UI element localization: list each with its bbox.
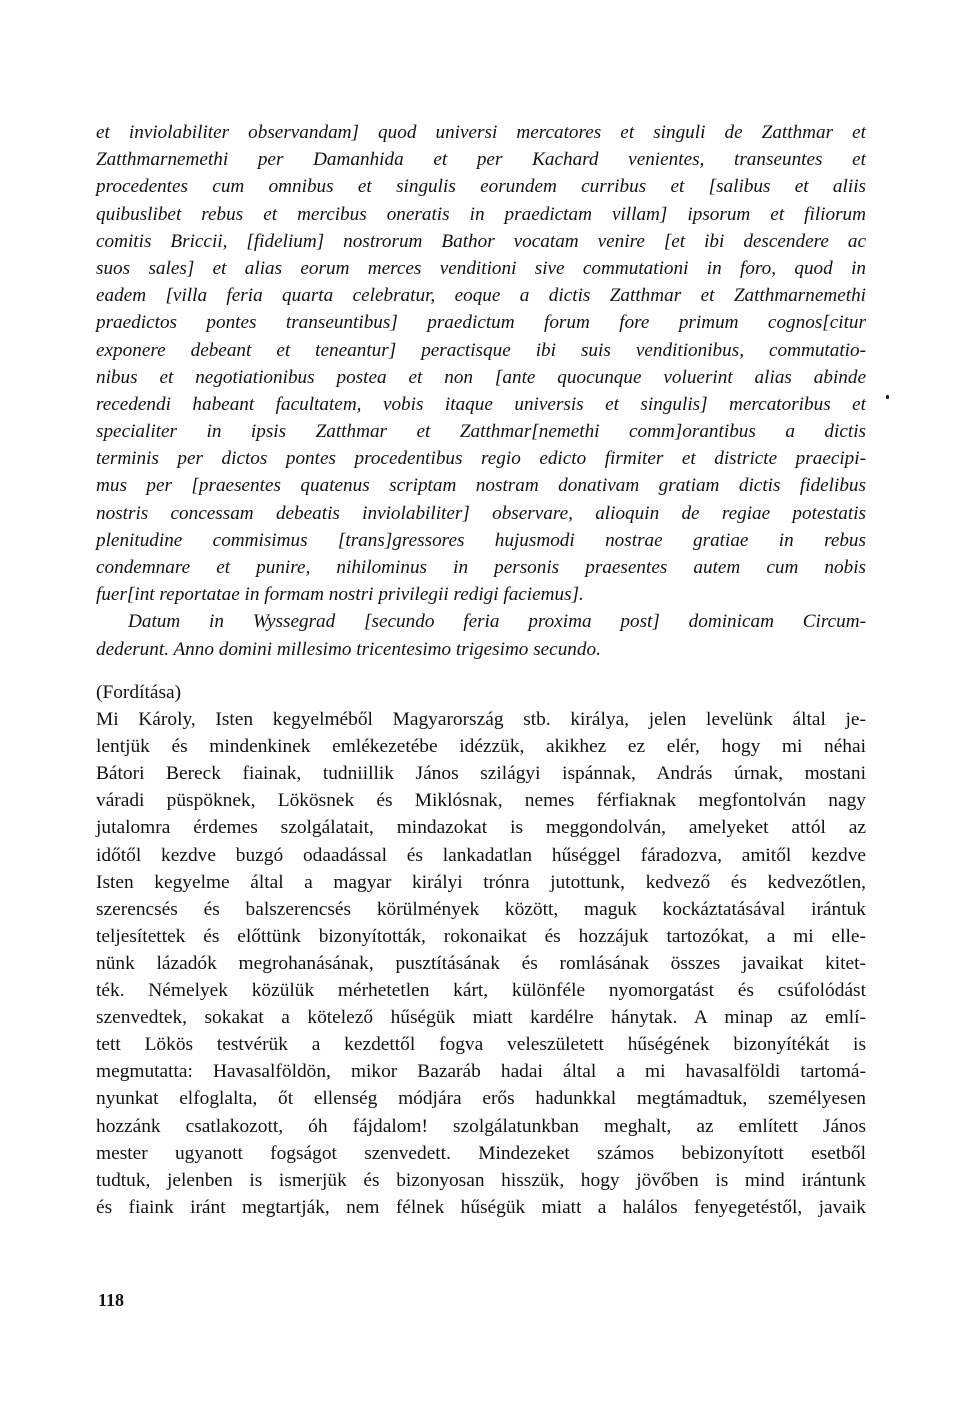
- translation-heading: (Fordítása): [96, 682, 182, 703]
- translation-line: megmutatta: Havasalföldön, mikor Bazaráb hadai által a mi havasalföldi tartomá-: [96, 1061, 866, 1083]
- latin-line: quibuslibet rebus et mercibus oneratis in praedictam villam] ipsorum et filiorum: [96, 203, 866, 225]
- translation-line: váradi püspöknek, Lökösnek és Miklósnak, nemes férfiaknak megfontolván nagy: [96, 790, 866, 812]
- latin-line: praedictos pontes transeuntibus] praedictum forum fore primum cognos[citur: [96, 312, 866, 334]
- latin-dating-line: Datum in Wyssegrad [secundo feria proxima post] dominicam Circum-: [128, 611, 866, 633]
- latin-line: mus per [praesentes quatenus scriptam nostram donativam gratiam dictis fidelibus: [96, 475, 866, 497]
- latin-line: recedendi habeant facultatem, vobis itaque universis et singulis] mercatoribus et: [96, 393, 866, 415]
- latin-line: comitis Briccii, [fidelium] nostrorum Bathor vocatam venire [et ibi descendere ac: [96, 230, 866, 252]
- translation-line: hozzánk csatlakozott, óh fájdalom! szolgálatunkban meghalt, az említett János: [96, 1115, 866, 1137]
- translation-line: tudtuk, jelenben is ismerjük és bizonyosan hisszük, hogy jövőben is mind irántunk: [96, 1169, 866, 1191]
- translation-line: Isten kegyelme által a magyar királyi trónra jutottunk, kedvező és kedvezőtlen,: [96, 871, 866, 893]
- translation-line: jutalomra érdemes szolgálatait, mindazokat is meggondolván, amelyeket attól az: [96, 817, 866, 839]
- translation-line: mester ugyanott fogságot szenvedett. Mindezeket számos bebizonyított esetből: [96, 1142, 866, 1164]
- latin-line: procedentes cum omnibus et singulis eorundem curribus et [salibus et aliis: [96, 176, 866, 198]
- latin-dating-line: dederunt. Anno domini millesimo tricentesimo trigesimo secundo.: [96, 638, 601, 660]
- translation-line: lentjük és mindenkinek emlékezetébe idézzük, akikhez ez elér, hogy mi néhai: [96, 736, 866, 758]
- translation-line: Mi Károly, Isten kegyelméből Magyarország stb. királya, jelen levelünk által je-: [96, 709, 866, 731]
- latin-charter-text: [96, 119, 866, 663]
- latin-line: terminis per dictos pontes procedentibus regio edicto firmiter et districte praecipi-: [96, 448, 866, 470]
- translation-line: időtől kezdve buzgó odaadással és lankadatlan hűséggel fáradozva, amitől kezdve: [96, 844, 866, 866]
- latin-line: suos sales] et alias eorum merces venditioni sive commutationi in foro, quod in: [96, 257, 866, 279]
- latin-line: et inviolabiliter observandam] quod universi mercatores et singuli de Zatthmar et: [96, 122, 866, 143]
- margin-mark: [886, 395, 889, 399]
- translation-line: nyunkat elfoglalta, őt ellenség módjára erős hadunkkal megtámadtuk, személyesen: [96, 1088, 866, 1110]
- latin-line: specialiter in ipsis Zatthmar et Zatthmar[nemethi comm]orantibus a dictis: [96, 421, 866, 443]
- latin-line: Zatthmarnemethi per Damanhida et per Kachard venientes, transeuntes et: [96, 149, 866, 171]
- latin-line: exponere debeant et teneantur] peractisque ibi suis venditionibus, commutatio-: [96, 339, 866, 361]
- page-number: 118: [98, 1290, 125, 1310]
- translation-line: tett Lökös testvérük a kezdettől fogva veleszületett hűségének bizonyítékát is: [96, 1034, 866, 1056]
- translation-line: nünk lázadók megrohanásának, pusztításának és romlásának összes javaikat kitet-: [96, 952, 866, 974]
- latin-line: nostris concessam debeatis inviolabiliter] observare, alioquin de regiae potestatis: [96, 502, 866, 524]
- latin-line: plenitudine commisimus [trans]gressores hujusmodi nostrae gratiae in rebus: [96, 529, 866, 551]
- translation-line: ték. Némelyek közülük mérhetetlen kárt, különféle nyomorgatást és csúfolódást: [96, 980, 866, 1002]
- latin-line: eadem [villa feria quarta celebratur, eoque a dictis Zatthmar et Zatthmarnemethi: [96, 285, 866, 307]
- hungarian-translation: [96, 679, 866, 1221]
- translation-line: Bátori Bereck fiainak, tudniillik János szilágyi ispánnak, András úrnak, mostani: [96, 763, 866, 785]
- latin-line: fuer[int reportatae in formam nostri privilegii redigi faciemus].: [96, 584, 584, 606]
- translation-line: szerencsés és balszerencsés körülmények között, maguk kockáztatásával irántuk: [96, 898, 866, 920]
- translation-line: és fiaink iránt megtartják, nem félnek hűségük miatt a halálos fenyegetéstől, javaik: [96, 1196, 866, 1218]
- latin-line: condemnare et punire, nihilominus in personis praesentes autem cum nobis: [96, 557, 866, 578]
- translation-line: teljesítettek és előttünk bizonyították, rokonaikat és hozzájuk tartozókat, a mi elle-: [96, 925, 866, 947]
- translation-line: szenvedtek, sokakat a kötelező hűségük miatt kardélre hánytak. A minap az emlí-: [96, 1007, 866, 1029]
- latin-line: nibus et negotiationibus postea et non [ante quocunque voluerint alias abinde: [96, 366, 866, 388]
